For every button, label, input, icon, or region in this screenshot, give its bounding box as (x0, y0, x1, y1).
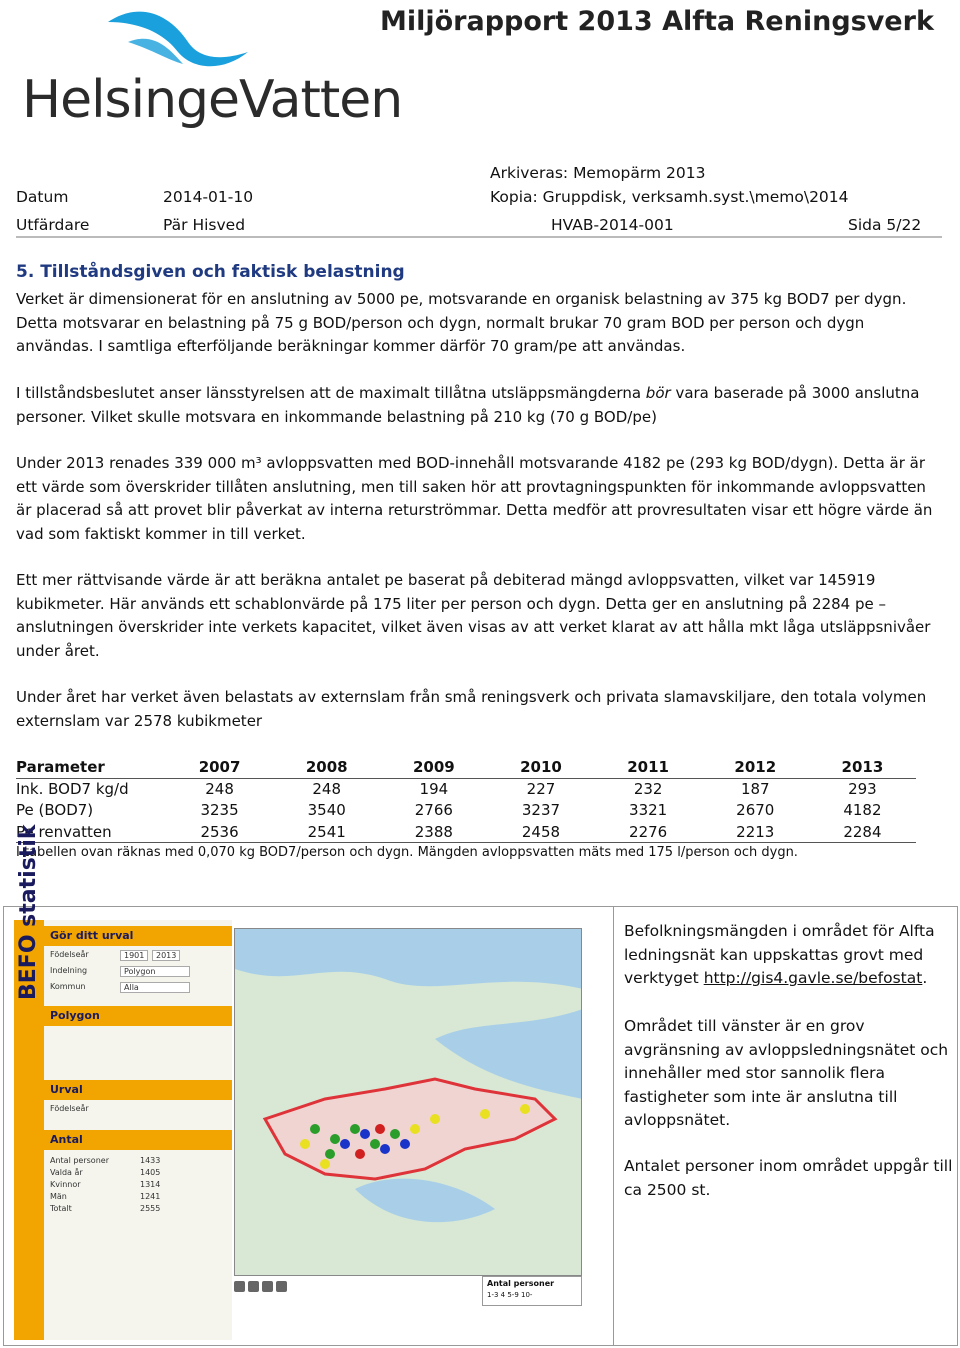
table-footnote: I tabellen ovan räknas med 0,070 kg BOD7/person och dygn. Mängden avloppsvatten mäts med 175 l/person och dygn. (16, 845, 798, 860)
table-header-cell: 2013 (809, 756, 916, 778)
side-text-end: . (922, 969, 928, 987)
antal-section-title: Antal (44, 1130, 232, 1150)
table-cell: 2458 (487, 821, 594, 843)
antal-row-label: Män (50, 1192, 67, 1201)
table-header-cell: Parameter (16, 756, 166, 778)
pan-icon[interactable] (262, 1281, 273, 1292)
table-row (16, 821, 916, 843)
kommun-label: Kommun (50, 982, 86, 991)
table-cell: 2284 (809, 821, 916, 843)
page-number: Sida 5/22 (848, 216, 922, 234)
table-cell: 2388 (380, 821, 487, 843)
logo-wordmark: HelsingeVatten (22, 70, 403, 130)
antal-row (50, 1168, 161, 1177)
table-header-cell: 2011 (595, 756, 702, 778)
arkiveras-text: Arkiveras: Memopärm 2013 (490, 164, 706, 182)
polygon-section-title: Polygon (44, 1006, 232, 1026)
kommun-select[interactable]: Alla (120, 982, 190, 993)
urval-fodelsear-label: Födelseår (50, 1104, 89, 1113)
befo-side-strip (14, 1008, 44, 1340)
paragraph-pe-calculation: Ett mer rättvisande värde är att beräkna antalet pe baserat på debiterad mängd avloppsvatten, vilket var 145919 kubikmeter. Här används ett schablonvärde på 175 liter per person och dygn. Detta ger en anslutning på 2284 pe – anslutningen överskrider inte verkets kapacitet, vilket även visas av att verket klarat av att hålla mkt låga utsläppsnivåer under året. (16, 571, 931, 660)
table-cell: 2541 (273, 821, 380, 843)
indelning-select[interactable]: Polygon (120, 966, 190, 977)
permit-text-italic: bör (645, 384, 671, 402)
antal-row (50, 1204, 161, 1213)
befo-statistik-banner (14, 824, 44, 1008)
section-title: 5. Tillståndsgiven och faktisk belastning (16, 262, 405, 282)
table-cell: 2213 (702, 821, 809, 843)
paragraph-externslam: Under året har verket även belastats av externslam från små reningsverk och privata slamavskiljare, den totala volymen externslam var 2578 kubikmeter (16, 688, 927, 730)
table-cell: Pe renvatten (16, 821, 166, 843)
table-cell: 293 (848, 780, 877, 798)
header-divider (16, 236, 942, 238)
table-cell: Ink. BOD7 kg/d (16, 780, 129, 798)
table-header-cell: 2008 (273, 756, 380, 778)
antal-row-label: Antal personer (50, 1156, 109, 1165)
indelning-label: Indelning (50, 966, 88, 975)
zoom-out-icon[interactable] (248, 1281, 259, 1292)
year-to-input[interactable]: 2013 (152, 950, 180, 961)
side-paragraph-population (624, 920, 954, 991)
table-header-cell: 2007 (166, 756, 273, 778)
table-header-cell: 2010 (487, 756, 594, 778)
table-cell: 2766 (414, 801, 453, 820)
side-paragraph-area: Området till vänster är en grov avgränsning av avloppsledningsnätet och innehåller med stor sannolik flera fastigheter som inte är anslutna till avloppsnätet. (624, 1017, 949, 1129)
antal-row-value: 1314 (140, 1180, 161, 1189)
paragraph-2013-load: Under 2013 renades 339 000 m³ avloppsvatten med BOD-innehåll motsvarande 4182 pe (293 kg BOD/dygn). Detta är är ett värde som överskrider tillåten anslutning, men till saken hör att provtagningspunkten för inkommande avloppsvatten är placerad så att provet blir påverkat av interna returströmmar. Detta medför att provresultaten visar ett högre värde än vad som faktiskt kommer in till verket. (16, 454, 933, 543)
table-header-cell: 2009 (380, 756, 487, 778)
side-paragraph-count: Antalet personer inom området uppgår till ca 2500 st. (624, 1157, 953, 1199)
document-id: HVAB-2014-001 (551, 216, 674, 234)
antal-row-label: Totalt (50, 1204, 72, 1213)
year-from-input[interactable]: 1901 (120, 950, 148, 961)
legend-items: 1-3 4 5-9 10- (487, 1291, 533, 1299)
datum-label: Datum (16, 188, 69, 206)
table-cell: 3321 (629, 801, 668, 820)
table-cell: Pe (BOD7) (16, 801, 94, 820)
table-cell: 3235 (200, 801, 239, 820)
table-cell: 2276 (595, 821, 702, 843)
table-cell: 187 (740, 780, 770, 798)
befo-selection-panel (44, 920, 232, 1340)
map-graphic (235, 929, 582, 1276)
panel-title: Gör ditt urval (44, 926, 232, 946)
table-row (16, 800, 916, 822)
table-cell: 3540 (307, 801, 346, 820)
table-cell: 3237 (521, 801, 561, 820)
permit-text-b: vara baserade på 3000 anslutna personer. Vilket skulle motsvara en inkommande belastning på 210 kg (70 g BOD/pe) (16, 384, 920, 426)
antal-row (50, 1156, 161, 1165)
antal-row-value: 2555 (140, 1204, 161, 1213)
table-cell: 248 (205, 780, 234, 798)
info-icon[interactable] (276, 1281, 287, 1292)
figure-divider (613, 906, 614, 1346)
antal-row-label: Kvinnor (50, 1180, 81, 1189)
utfardare-value: Pär Hisved (163, 216, 246, 234)
map-toolbar (234, 1278, 324, 1294)
befostat-link[interactable]: http://gis4.gavle.se/befostat (703, 969, 923, 987)
table-row (16, 778, 916, 800)
table-cell: 194 (419, 780, 449, 798)
datum-value: 2014-01-10 (163, 188, 254, 206)
side-text-population: Befolkningsmängden i området för Alfta ledningsnät kan uppskattas grovt med verktyget (624, 922, 935, 987)
antal-row (50, 1180, 161, 1189)
antal-row-value: 1433 (140, 1156, 161, 1165)
helsingevatten-logo (18, 0, 403, 140)
fodelsear-label: Födelseår (50, 950, 89, 959)
antal-row (50, 1192, 161, 1201)
antal-row-value: 1405 (140, 1168, 161, 1177)
map-legend (482, 1276, 582, 1306)
legend-title: Antal personer (487, 1279, 555, 1288)
population-map[interactable] (234, 928, 582, 1276)
table-cell: 227 (526, 780, 556, 798)
kopia-text: Kopia: Gruppdisk, verksamh.syst.\memo\2014 (490, 188, 849, 206)
paragraph-dimensioning: Verket är dimensionerat för en anslutning av 5000 pe, motsvarande en organisk belastning av 375 kg BOD7 per dygn. Detta motsvarar en belastning på 75 g BOD/person och dygn, normalt brukar 70 gram BOD per person och dygn användas. I samtliga efterföljande beräkningar kommer därför 70 gram/pe att användas. (16, 290, 907, 355)
paragraph-permit (16, 382, 936, 429)
table-cell: 4182 (843, 801, 882, 820)
utfardare-label: Utfärdare (16, 216, 90, 234)
antal-row-value: 1241 (140, 1192, 161, 1201)
table-cell: 232 (633, 780, 663, 798)
urval-section-title: Urval (44, 1080, 232, 1100)
table-cell: 2536 (166, 821, 273, 843)
table-cell: 2670 (736, 801, 775, 820)
befo-label: BEFO statistik (16, 824, 41, 1000)
zoom-in-icon[interactable] (234, 1281, 245, 1292)
antal-row-label: Valda år (50, 1168, 83, 1177)
load-parameter-table (16, 756, 916, 843)
table-header-row (16, 756, 916, 778)
document-title: Miljörapport 2013 Alfta Reningsverk (380, 6, 934, 37)
table-header-cell: 2012 (702, 756, 809, 778)
permit-text-a: I tillståndsbeslutet anser länsstyrelsen att de maximalt tillåtna utsläppsmängderna (16, 384, 646, 402)
table-cell: 248 (312, 780, 342, 798)
